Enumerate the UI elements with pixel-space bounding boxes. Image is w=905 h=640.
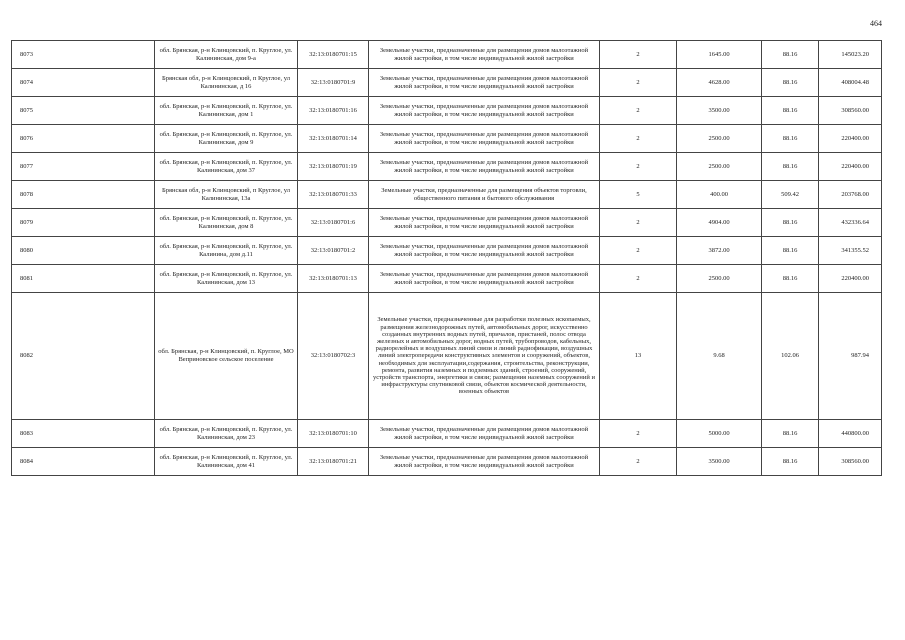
cell-area: 2500.00 — [677, 125, 762, 153]
cell-area: 2500.00 — [677, 153, 762, 181]
cell-area: 3872.00 — [677, 237, 762, 265]
cell-specific-value: 88.16 — [762, 237, 819, 265]
cell-record-number: 8076 — [12, 125, 155, 153]
cell-use-group: 2 — [600, 125, 677, 153]
page-number: 464 — [870, 19, 882, 28]
cell-cadastral-number: 32:13:0180701:19 — [298, 153, 369, 181]
cell-permitted-use: Земельные участки, предназначенные для размещения объектов торговли, общественного питания и бытового обслуживания — [369, 181, 600, 209]
cell-area: 2500.00 — [677, 265, 762, 293]
cell-specific-value: 102.06 — [762, 293, 819, 420]
cell-cadastral-value: 987.94 — [819, 293, 882, 420]
table-row — [12, 209, 882, 237]
cell-record-number: 8073 — [12, 41, 155, 69]
cell-area: 9.68 — [677, 293, 762, 420]
cell-cadastral-number: 32:13:0180701:13 — [298, 265, 369, 293]
cell-address: обл. Брянская, р-н Клинцовский, п. Круглое, ул. Калининская, дом 1 — [155, 97, 298, 125]
cell-permitted-use: Земельные участки, предназначенные для размещения домов малоэтажной жилой застройки, в том числе индивидуальной жилой застройки — [369, 125, 600, 153]
cell-permitted-use: Земельные участки, предназначенные для размещения домов малоэтажной жилой застройки, в том числе индивидуальной жилой застройки — [369, 153, 600, 181]
table-row — [12, 293, 882, 420]
cell-use-group: 2 — [600, 237, 677, 265]
cell-address: обл. Брянская, р-н Клинцовский, п. Круглое, ул. Калининская, дом 13 — [155, 265, 298, 293]
cell-address: обл. Брянская, р-н Клинцовский, п. Круглое, ул. Калинина, дом д.11 — [155, 237, 298, 265]
cell-cadastral-value: 220400.00 — [819, 153, 882, 181]
cell-use-group: 5 — [600, 181, 677, 209]
cell-area: 400.00 — [677, 181, 762, 209]
cell-cadastral-number: 32:13:0180702:3 — [298, 293, 369, 420]
cell-use-group: 13 — [600, 293, 677, 420]
cell-address: Брянская обл, р-н Клинцовский, п Круглое, ул Калининская, д 16 — [155, 69, 298, 97]
cell-address: обл. Брянская, р-н Клинцовский, п. Круглое, ул. Калининская, дом 9-а — [155, 41, 298, 69]
cell-permitted-use: Земельные участки, предназначенные для размещения домов малоэтажной жилой застройки, в том числе индивидуальной жилой застройки — [369, 41, 600, 69]
cell-address: обл. Брянская, р-н Клинцовский, п. Круглое, ул. Калининская, дом 8 — [155, 209, 298, 237]
table-row — [12, 181, 882, 209]
table-row — [12, 97, 882, 125]
cell-cadastral-value: 408004.48 — [819, 69, 882, 97]
cell-cadastral-value: 440800.00 — [819, 420, 882, 448]
cell-specific-value: 88.16 — [762, 448, 819, 476]
table-row — [12, 153, 882, 181]
cell-use-group: 2 — [600, 153, 677, 181]
cell-specific-value: 88.16 — [762, 265, 819, 293]
table-body — [12, 41, 882, 476]
cell-cadastral-number: 32:13:0180701:16 — [298, 97, 369, 125]
cell-cadastral-number: 32:13:0180701:15 — [298, 41, 369, 69]
cell-cadastral-number: 32:13:0180701:10 — [298, 420, 369, 448]
cell-address: обл. Брянская, р-н Клинцовский, п. Круглое, ул. Калининская, дом 41 — [155, 448, 298, 476]
cell-area: 3500.00 — [677, 448, 762, 476]
table-row — [12, 265, 882, 293]
table-row — [12, 448, 882, 476]
cell-record-number: 8079 — [12, 209, 155, 237]
cell-permitted-use: Земельные участки, предназначенные для размещения домов малоэтажной жилой застройки, в том числе индивидуальной жилой застройки — [369, 237, 600, 265]
cell-area: 1645.00 — [677, 41, 762, 69]
cell-record-number: 8077 — [12, 153, 155, 181]
cell-record-number: 8078 — [12, 181, 155, 209]
cell-record-number: 8074 — [12, 69, 155, 97]
cell-address: обл. Брянская, р-н Клинцовский, п. Круглое, ул. Калининская, дом 23 — [155, 420, 298, 448]
cell-address: обл. Брянская, р-н Клинцовский, п. Круглое, ул. Калининская, дом 37 — [155, 153, 298, 181]
cell-permitted-use: Земельные участки, предназначенные для размещения домов малоэтажной жилой застройки, в том числе индивидуальной жилой застройки — [369, 97, 600, 125]
cell-use-group: 2 — [600, 69, 677, 97]
land-registry-table — [11, 40, 882, 476]
table-row — [12, 237, 882, 265]
table-row — [12, 69, 882, 97]
cell-cadastral-number: 32:13:0180701:14 — [298, 125, 369, 153]
cell-record-number: 8083 — [12, 420, 155, 448]
cell-record-number: 8084 — [12, 448, 155, 476]
cell-permitted-use: Земельные участки, предназначенные для размещения домов малоэтажной жилой застройки, в том числе индивидуальной жилой застройки — [369, 265, 600, 293]
cell-use-group: 2 — [600, 420, 677, 448]
cell-record-number: 8075 — [12, 97, 155, 125]
cell-use-group: 2 — [600, 97, 677, 125]
cell-specific-value: 88.16 — [762, 420, 819, 448]
cell-cadastral-value: 432336.64 — [819, 209, 882, 237]
cell-cadastral-value: 341355.52 — [819, 237, 882, 265]
cell-cadastral-value: 220400.00 — [819, 265, 882, 293]
cell-permitted-use: Земельные участки, предназначенные для размещения домов малоэтажной жилой застройки, в том числе индивидуальной жилой застройки — [369, 420, 600, 448]
cell-area: 5000.00 — [677, 420, 762, 448]
table-row — [12, 420, 882, 448]
cell-cadastral-number: 32:13:0180701:21 — [298, 448, 369, 476]
cell-address: Брянская обл, р-н Клинцовский, п Круглое, ул Калининская, 13а — [155, 181, 298, 209]
cell-cadastral-value: 220400.00 — [819, 125, 882, 153]
cell-permitted-use: Земельные участки, предназначенные для размещения домов малоэтажной жилой застройки, в том числе индивидуальной жилой застройки — [369, 209, 600, 237]
cell-specific-value: 88.16 — [762, 97, 819, 125]
cell-specific-value: 88.16 — [762, 209, 819, 237]
cell-cadastral-number: 32:13:0180701:6 — [298, 209, 369, 237]
cell-specific-value: 88.16 — [762, 41, 819, 69]
cell-cadastral-number: 32:13:0180701:33 — [298, 181, 369, 209]
cell-address: обл. Брянская, р-н Клинцовский, п. Круглое, ул. Калининская, дом 9 — [155, 125, 298, 153]
cell-cadastral-value: 145023.20 — [819, 41, 882, 69]
cell-specific-value: 88.16 — [762, 153, 819, 181]
cell-record-number: 8080 — [12, 237, 155, 265]
cell-specific-value: 88.16 — [762, 125, 819, 153]
cell-cadastral-value: 308560.00 — [819, 97, 882, 125]
cell-cadastral-number: 32:13:0180701:2 — [298, 237, 369, 265]
cell-cadastral-number: 32:13:0180701:9 — [298, 69, 369, 97]
cell-address: обл. Брянская, р-н Клинцовский, п. Круглое, МО Веприновское сельское поселение — [155, 293, 298, 420]
cell-use-group: 2 — [600, 265, 677, 293]
cell-permitted-use: Земельные участки, предназначенные для разработки полезных ископаемых, размещения железнодорожных путей, автомобильных дорог, искусственно созданных внутренних водных путей, причалов, пристаней, полос отвода железных и автомобильных дорог, водных путей, трубопроводов, кабельных, радиорелейных и воздушных линий связи и линий радиофикации, воздушных линий электропередачи конструктивных элементов и сооружений, объектов, необходимых для эксплуатации,содержания, строительства, реконструкции, ремонта, развития наземных и подземных зданий, строений, сооружений, устройств транспорта, энергетики и связи; размещения наземных сооружений и инфраструктуры спутниковой связи, объектов космической деятельности, военных объектов — [369, 293, 600, 420]
table-row — [12, 41, 882, 69]
cell-use-group: 2 — [600, 448, 677, 476]
cell-record-number: 8081 — [12, 265, 155, 293]
cell-use-group: 2 — [600, 209, 677, 237]
cell-cadastral-value: 308560.00 — [819, 448, 882, 476]
cell-specific-value: 509.42 — [762, 181, 819, 209]
cell-cadastral-value: 203768.00 — [819, 181, 882, 209]
cell-record-number: 8082 — [12, 293, 155, 420]
cell-area: 3500.00 — [677, 97, 762, 125]
table-row — [12, 125, 882, 153]
cell-permitted-use: Земельные участки, предназначенные для размещения домов малоэтажной жилой застройки, в том числе индивидуальной жилой застройки — [369, 448, 600, 476]
cell-area: 4904.00 — [677, 209, 762, 237]
cell-specific-value: 88.16 — [762, 69, 819, 97]
cell-area: 4628.00 — [677, 69, 762, 97]
cell-permitted-use: Земельные участки, предназначенные для размещения домов малоэтажной жилой застройки, в том числе индивидуальной жилой застройки — [369, 69, 600, 97]
cell-use-group: 2 — [600, 41, 677, 69]
